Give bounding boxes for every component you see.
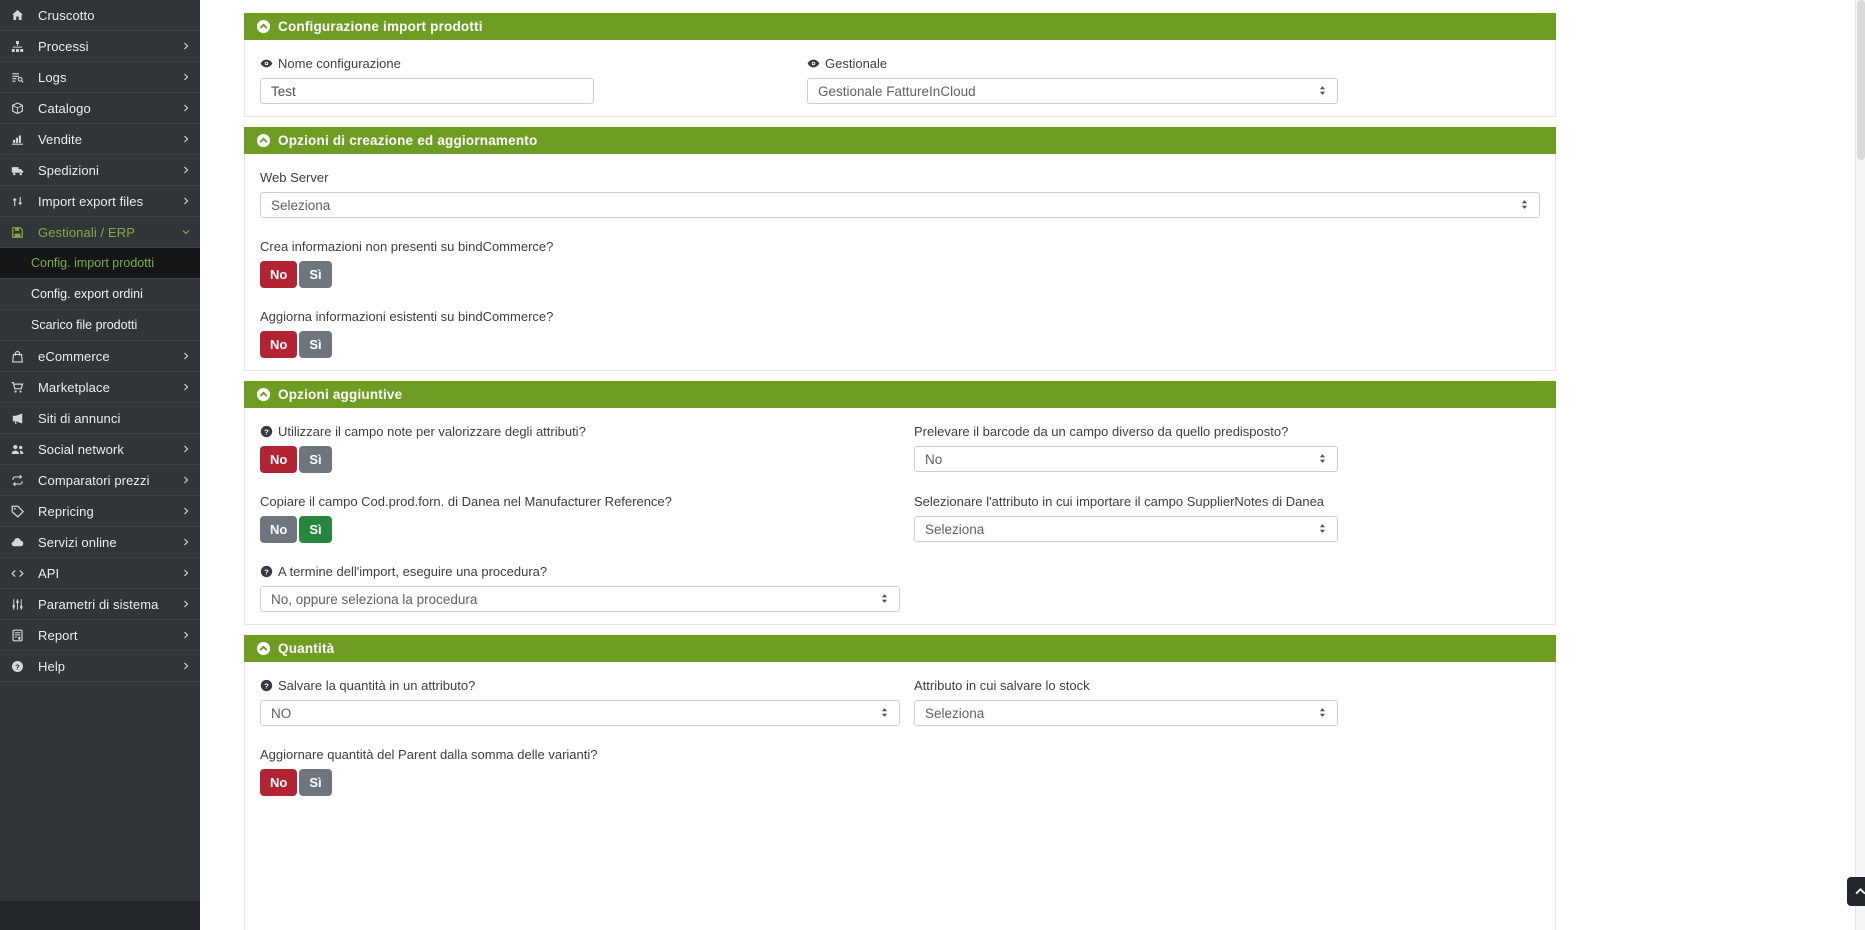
sidebar-item-label: Social network: [38, 441, 124, 457]
panel-title: Quantità: [278, 641, 335, 656]
procedura-select-value: No, oppure seleziona la procedura: [271, 591, 478, 607]
collapse-panel-icon[interactable]: [256, 387, 271, 402]
sidebar-item-label: Spedizioni: [38, 162, 99, 178]
sitemap-icon: [11, 39, 30, 53]
sidebar-item-label: Repricing: [38, 503, 94, 519]
sidebar-item-label: API: [38, 565, 60, 581]
chevron-right-icon: [182, 73, 190, 81]
supplier-notes-select-value: Seleziona: [925, 521, 985, 537]
help-circle-icon: [260, 425, 273, 438]
sidebar-item-logs[interactable]: [0, 62, 200, 93]
help-circle-icon: [260, 565, 273, 578]
cube-icon: [11, 101, 30, 115]
aggiorna-informazioni-toggle: [260, 331, 553, 358]
chevron-right-icon: [182, 476, 190, 484]
attributo-stock-select[interactable]: [914, 700, 1338, 726]
import-export-icon: [11, 194, 30, 208]
panel-header-aggiuntive[interactable]: [244, 381, 1556, 408]
salvare-quantita-select-value: NO: [271, 705, 292, 721]
sidebar-item-api[interactable]: [0, 558, 200, 589]
chevron-right-icon: [182, 383, 190, 391]
svg-text:?: ?: [264, 680, 269, 690]
panel-configurazione-import-prodotti: [244, 13, 1556, 117]
cloud-icon: [11, 535, 30, 549]
svg-text:?: ?: [15, 661, 20, 671]
parent-varianti-si-button[interactable]: Sì: [299, 769, 331, 796]
sidebar-subitem-label: Scarico file prodotti: [31, 318, 138, 332]
attributo-stock-select-value: Seleziona: [925, 705, 985, 721]
sidebar-item-label: Comparatori prezzi: [38, 472, 150, 488]
panel-opzioni-aggiuntive: [244, 381, 1556, 625]
chevron-right-icon: [182, 600, 190, 608]
sidebar-item-label: Servizi online: [38, 534, 117, 550]
sidebar-item-label: Logs: [38, 69, 67, 85]
vertical-scrollbar[interactable]: [1855, 0, 1865, 930]
panel-header-creazione[interactable]: [244, 127, 1556, 154]
chevron-right-icon: [182, 197, 190, 205]
field-label-supplier-notes: Selezionare l'attributo in cui importare il campo SupplierNotes di Danea: [914, 493, 1325, 509]
report-icon: [11, 628, 30, 642]
sidebar-item-comparatori-prezzi[interactable]: [0, 465, 200, 496]
web-server-select[interactable]: [260, 192, 1540, 218]
sidebar-item-label: Help: [38, 658, 66, 674]
chevron-right-icon: [182, 662, 190, 670]
chevron-right-icon: [182, 507, 190, 515]
panel-header-config[interactable]: [244, 13, 1556, 40]
collapse-panel-icon[interactable]: [256, 19, 271, 34]
sidebar: [0, 0, 200, 930]
select-caret-icon: [1518, 198, 1531, 211]
sidebar-item-cruscotto[interactable]: [0, 0, 200, 31]
barcode-select-value: No: [925, 451, 943, 467]
sidebar-subitem-label: Config. export ordini: [31, 287, 143, 301]
sidebar-subitem-scarico-file-prodotti[interactable]: [0, 310, 200, 341]
sidebar-subitem-config-export-ordini[interactable]: [0, 279, 200, 310]
panel-opzioni-creazione-aggiornamento: [244, 127, 1556, 371]
tag-icon: [11, 504, 30, 518]
chevron-right-icon: [182, 42, 190, 50]
chevron-right-icon: [182, 104, 190, 112]
shopping-cart-icon: [11, 380, 30, 394]
parent-varianti-toggle: [260, 769, 597, 796]
users-icon: [11, 442, 30, 456]
sidebar-item-label: Marketplace: [38, 379, 110, 395]
sidebar-item-gestionali-erp[interactable]: [0, 217, 200, 248]
sidebar-item-vendite[interactable]: [0, 124, 200, 155]
campo-note-no-button[interactable]: No: [260, 446, 297, 473]
eye-icon: [807, 57, 820, 70]
chevron-right-icon: [182, 352, 190, 360]
scrollbar-thumb[interactable]: [1857, 0, 1865, 160]
truck-icon: [11, 163, 30, 177]
field-label-crea-informazioni: Crea informazioni non presenti su bindCommerce?: [260, 238, 554, 254]
campo-note-si-button[interactable]: Sì: [299, 446, 331, 473]
chevron-down-icon: [182, 228, 190, 236]
field-label-campo-note: Utilizzare il campo note per valorizzare degli attributi?: [278, 423, 586, 439]
cod-prod-forn-si-button[interactable]: Sì: [299, 516, 331, 543]
aggiorna-informazioni-si-button[interactable]: Sì: [299, 331, 331, 358]
sidebar-item-parametri-di-sistema[interactable]: [0, 589, 200, 620]
field-label-gestionale: Gestionale: [825, 55, 888, 71]
chevron-right-icon: [182, 538, 190, 546]
gestionale-select-value: Gestionale FattureInCloud: [818, 83, 976, 99]
chevron-right-icon: [182, 166, 190, 174]
sidebar-item-marketplace[interactable]: [0, 372, 200, 403]
sidebar-item-processi[interactable]: [0, 31, 200, 62]
field-label-cod-prod-forn: Copiare il campo Cod.prod.forn. di Danea nel Manufacturer Reference?: [260, 493, 672, 509]
erp-icon: [11, 225, 30, 239]
chevron-right-icon: [182, 631, 190, 639]
chevron-right-icon: [182, 135, 190, 143]
campo-note-toggle: [260, 446, 914, 473]
exchange-icon: [11, 473, 30, 487]
scroll-top-button[interactable]: [1847, 877, 1865, 906]
svg-text:?: ?: [264, 566, 269, 576]
eye-icon: [260, 57, 273, 70]
sidebar-item-label: Processi: [38, 38, 89, 54]
sidebar-item-import-export-files[interactable]: [0, 186, 200, 217]
sidebar-item-report[interactable]: [0, 620, 200, 651]
field-label-parent-varianti: Aggiornare quantità del Parent dalla somma delle varianti?: [260, 746, 598, 762]
panel-title: Opzioni di creazione ed aggiornamento: [278, 133, 538, 148]
chart-icon: [11, 132, 30, 146]
panel-header-quantita[interactable]: [244, 635, 1556, 662]
question-icon: [11, 659, 30, 673]
panel-title: Configurazione import prodotti: [278, 19, 483, 34]
sidebar-item-label: Catalogo: [38, 100, 91, 116]
field-label-web-server: Web Server: [260, 169, 329, 185]
chevron-right-icon: [182, 445, 190, 453]
sidebar-footer: [0, 901, 200, 930]
sidebar-item-social-network[interactable]: [0, 434, 200, 465]
sidebar-item-help[interactable]: [0, 651, 200, 682]
sliders-icon: [11, 597, 30, 611]
web-server-select-value: Seleziona: [271, 197, 331, 213]
field-label-procedura: A termine dell'import, eseguire una procedura?: [278, 563, 548, 579]
select-caret-icon: [878, 592, 891, 605]
sidebar-item-label: eCommerce: [38, 348, 110, 364]
cod-prod-forn-toggle: [260, 516, 914, 543]
sidebar-item-servizi-online[interactable]: [0, 527, 200, 558]
sidebar-item-label: Cruscotto: [38, 7, 95, 23]
select-caret-icon: [878, 706, 891, 719]
sidebar-item-siti-di-annunci[interactable]: [0, 403, 200, 434]
chevron-up-icon: [1854, 885, 1865, 898]
field-label-aggiorna-informazioni: Aggiorna informazioni esistenti su bindCommerce?: [260, 308, 554, 324]
select-caret-icon: [1316, 522, 1329, 535]
supplier-notes-select[interactable]: [914, 516, 1338, 542]
sidebar-item-spedizioni[interactable]: [0, 155, 200, 186]
crea-informazioni-si-button[interactable]: Sì: [299, 261, 331, 288]
field-label-barcode: Prelevare il barcode da un campo diverso da quello predisposto?: [914, 423, 1289, 439]
sidebar-item-label: Siti di annunci: [38, 410, 121, 426]
collapse-panel-icon[interactable]: [256, 133, 271, 148]
sidebar-subitem-config-import-prodotti[interactable]: [0, 248, 200, 279]
sidebar-item-label: Parametri di sistema: [38, 596, 159, 612]
code-icon: [11, 566, 30, 580]
sidebar-item-label: Gestionali / ERP: [38, 224, 135, 240]
sidebar-item-repricing[interactable]: [0, 496, 200, 527]
select-caret-icon: [1316, 452, 1329, 465]
field-label-salvare-quantita: Salvare la quantità in un attributo?: [278, 677, 476, 693]
field-label-attributo-stock: Attributo in cui salvare lo stock: [914, 677, 1090, 693]
main-content: [200, 0, 1865, 930]
aggiorna-informazioni-no-button[interactable]: No: [260, 331, 297, 358]
sidebar-item-ecommerce[interactable]: [0, 341, 200, 372]
parent-varianti-no-button[interactable]: No: [260, 769, 297, 796]
sidebar-item-catalogo[interactable]: [0, 93, 200, 124]
salvare-quantita-select[interactable]: [260, 700, 900, 726]
sidebar-subitem-label: Config. import prodotti: [31, 256, 154, 270]
sidebar-item-label: Import export files: [38, 193, 144, 209]
gestionale-select[interactable]: [807, 78, 1338, 104]
shopping-bag-icon: [11, 349, 30, 363]
panel-quantita: [244, 635, 1556, 930]
procedura-select[interactable]: [260, 586, 900, 612]
megaphone-icon: [11, 411, 30, 425]
home-icon: [11, 8, 30, 22]
svg-text:?: ?: [264, 426, 269, 436]
select-caret-icon: [1316, 84, 1329, 97]
nome-configurazione-input[interactable]: [260, 78, 594, 104]
field-label-nome-configurazione: Nome configurazione: [278, 55, 401, 71]
select-caret-icon: [1316, 706, 1329, 719]
barcode-select[interactable]: [914, 446, 1338, 472]
sidebar-item-label: Report: [38, 627, 78, 643]
cod-prod-forn-no-button[interactable]: No: [260, 516, 297, 543]
collapse-panel-icon[interactable]: [256, 641, 271, 656]
chevron-right-icon: [182, 569, 190, 577]
crea-informazioni-toggle: [260, 261, 553, 288]
panel-title: Opzioni aggiuntive: [278, 387, 403, 402]
log-list-icon: [11, 70, 30, 84]
sidebar-item-label: Vendite: [38, 131, 83, 147]
help-circle-icon: [260, 679, 273, 692]
crea-informazioni-no-button[interactable]: No: [260, 261, 297, 288]
